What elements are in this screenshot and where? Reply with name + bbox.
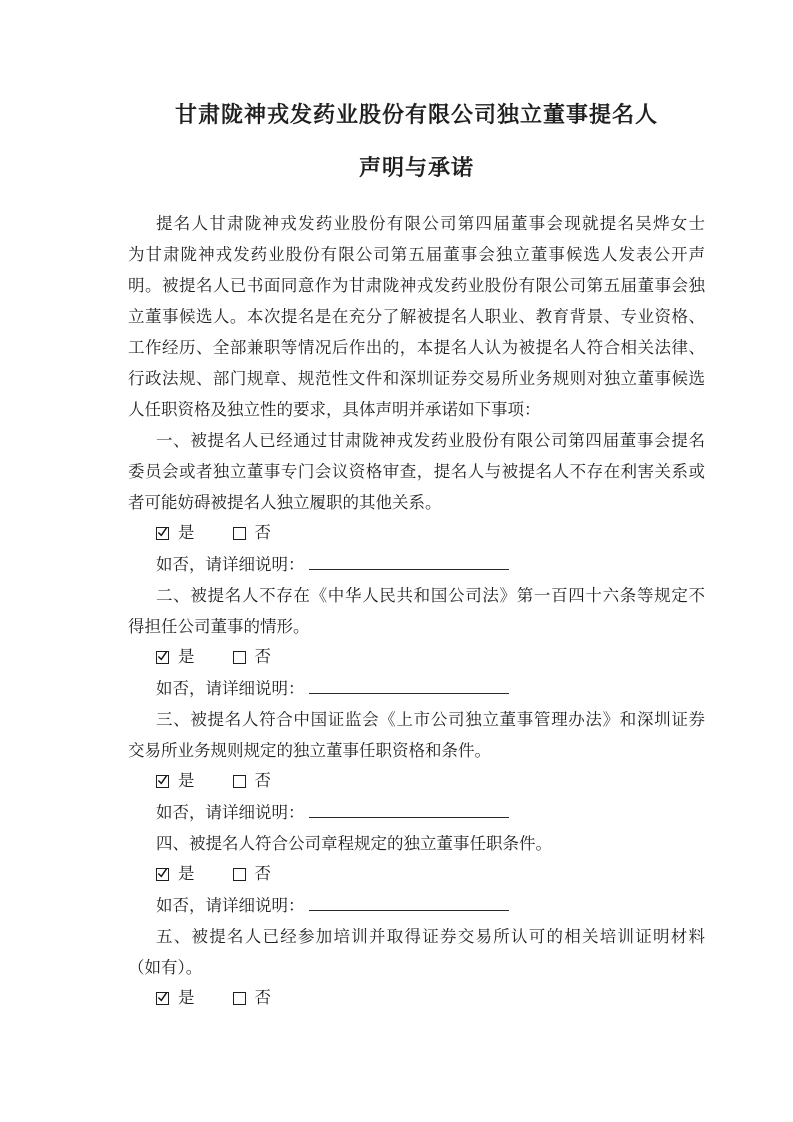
fill-blank-underline [309, 895, 509, 911]
checkbox-option [156, 866, 195, 883]
checkbox-option [156, 773, 195, 790]
checkbox-option [156, 990, 195, 1007]
checkbox-row [128, 859, 705, 890]
check-mark-icon [157, 774, 168, 786]
checkbox-option [233, 773, 272, 790]
checkbox-label: 是 [178, 771, 195, 791]
checkbox-unchecked-icon[interactable] [233, 868, 246, 881]
checkbox-option [156, 649, 195, 666]
checkbox-checked-icon[interactable] [156, 992, 169, 1005]
document-line: 二、被提名人不存在《中华人民共和国公司法》第一百四十六条等规定不 [156, 586, 705, 605]
checkbox-label: 是 [178, 988, 195, 1008]
check-mark-icon [157, 991, 168, 1003]
document-line: 为甘肃陇神戎发药业股份有限公司第五届董事会独立董事候选人发表公开声 [128, 245, 705, 264]
document-title-line-1: 甘肃陇神戎发药业股份有限公司独立董事提名人 [174, 102, 658, 127]
document-body [128, 208, 705, 1014]
fill-label: 如否，请详细说明： [156, 679, 305, 698]
document-line: 者可能妨碍被提名人独立履职的其他关系。 [128, 493, 442, 512]
document-line: 一、被提名人已经通过甘肃陇神戎发药业股份有限公司第四届董事会提名 [156, 431, 705, 450]
document-title [128, 88, 705, 194]
checkbox-label: 否 [254, 523, 271, 543]
checkbox-label: 否 [254, 771, 271, 791]
checkbox-option [233, 649, 272, 666]
document-line: （如有）。 [128, 958, 203, 977]
checkbox-option [233, 866, 272, 883]
fill-row [128, 797, 705, 828]
checkbox-row [128, 766, 705, 797]
document-line: 得担任公司董事的情形。 [128, 617, 310, 636]
document-line: 三、被提名人符合中国证监会《上市公司独立董事管理办法》和深圳证券 [156, 710, 705, 729]
checkbox-label: 否 [254, 988, 271, 1008]
document-line: 明。被提名人已书面同意作为甘肃陇神戎发药业股份有限公司第五届董事会独 [128, 276, 705, 295]
document-line: 行政法规、部门规章、规范性文件和深圳证券交易所业务规则对独立董事候选 [128, 369, 705, 388]
checkbox-row [128, 642, 705, 673]
document-line: 工作经历、全部兼职等情况后作出的，本提名人认为被提名人符合相关法律、 [128, 338, 705, 357]
checkbox-unchecked-icon[interactable] [233, 992, 246, 1005]
check-mark-icon [157, 650, 168, 662]
document-line: 提名人甘肃陇神戎发药业股份有限公司第四届董事会现就提名吴烨女士 [156, 214, 705, 233]
checkbox-label: 否 [254, 647, 271, 667]
check-mark-icon [157, 867, 168, 879]
checkbox-checked-icon[interactable] [156, 868, 169, 881]
fill-label: 如否，请详细说明： [156, 803, 305, 822]
checkbox-option [233, 525, 272, 542]
checkbox-option [233, 990, 272, 1007]
fill-blank-underline [309, 802, 509, 818]
fill-blank-underline [309, 678, 509, 694]
document-title-line-2: 声明与承诺 [358, 155, 474, 180]
fill-label: 如否，请详细说明： [156, 555, 305, 574]
checkbox-unchecked-icon[interactable] [233, 527, 246, 540]
fill-row [128, 549, 705, 580]
checkbox-unchecked-icon[interactable] [233, 651, 246, 664]
checkbox-checked-icon[interactable] [156, 527, 169, 540]
check-mark-icon [157, 526, 168, 538]
checkbox-checked-icon[interactable] [156, 651, 169, 664]
document-line: 立董事候选人。本次提名是在充分了解被提名人职业、教育背景、专业资格、 [128, 307, 705, 326]
document-line: 委员会或者独立董事专门会议资格审查，提名人与被提名人不存在利害关系或 [128, 462, 705, 481]
document-line: 四、被提名人符合公司章程规定的独立董事任职条件。 [156, 834, 552, 853]
fill-row [128, 673, 705, 704]
checkbox-label: 是 [178, 647, 195, 667]
checkbox-unchecked-icon[interactable] [233, 775, 246, 788]
checkbox-row [128, 983, 705, 1014]
document-line: 交易所业务规则规定的独立董事任职资格和条件。 [128, 741, 491, 760]
document-line: 五、被提名人已经参加培训并取得证券交易所认可的相关培训证明材料 [156, 927, 705, 946]
fill-blank-underline [309, 554, 509, 570]
checkbox-label: 是 [178, 523, 195, 543]
checkbox-checked-icon[interactable] [156, 775, 169, 788]
checkbox-option [156, 525, 195, 542]
checkbox-label: 是 [178, 864, 195, 884]
checkbox-label: 否 [254, 864, 271, 884]
fill-label: 如否，请详细说明： [156, 896, 305, 915]
fill-row [128, 890, 705, 921]
document-line: 人任职资格及独立性的要求，具体声明并承诺如下事项： [128, 400, 541, 419]
checkbox-row [128, 518, 705, 549]
